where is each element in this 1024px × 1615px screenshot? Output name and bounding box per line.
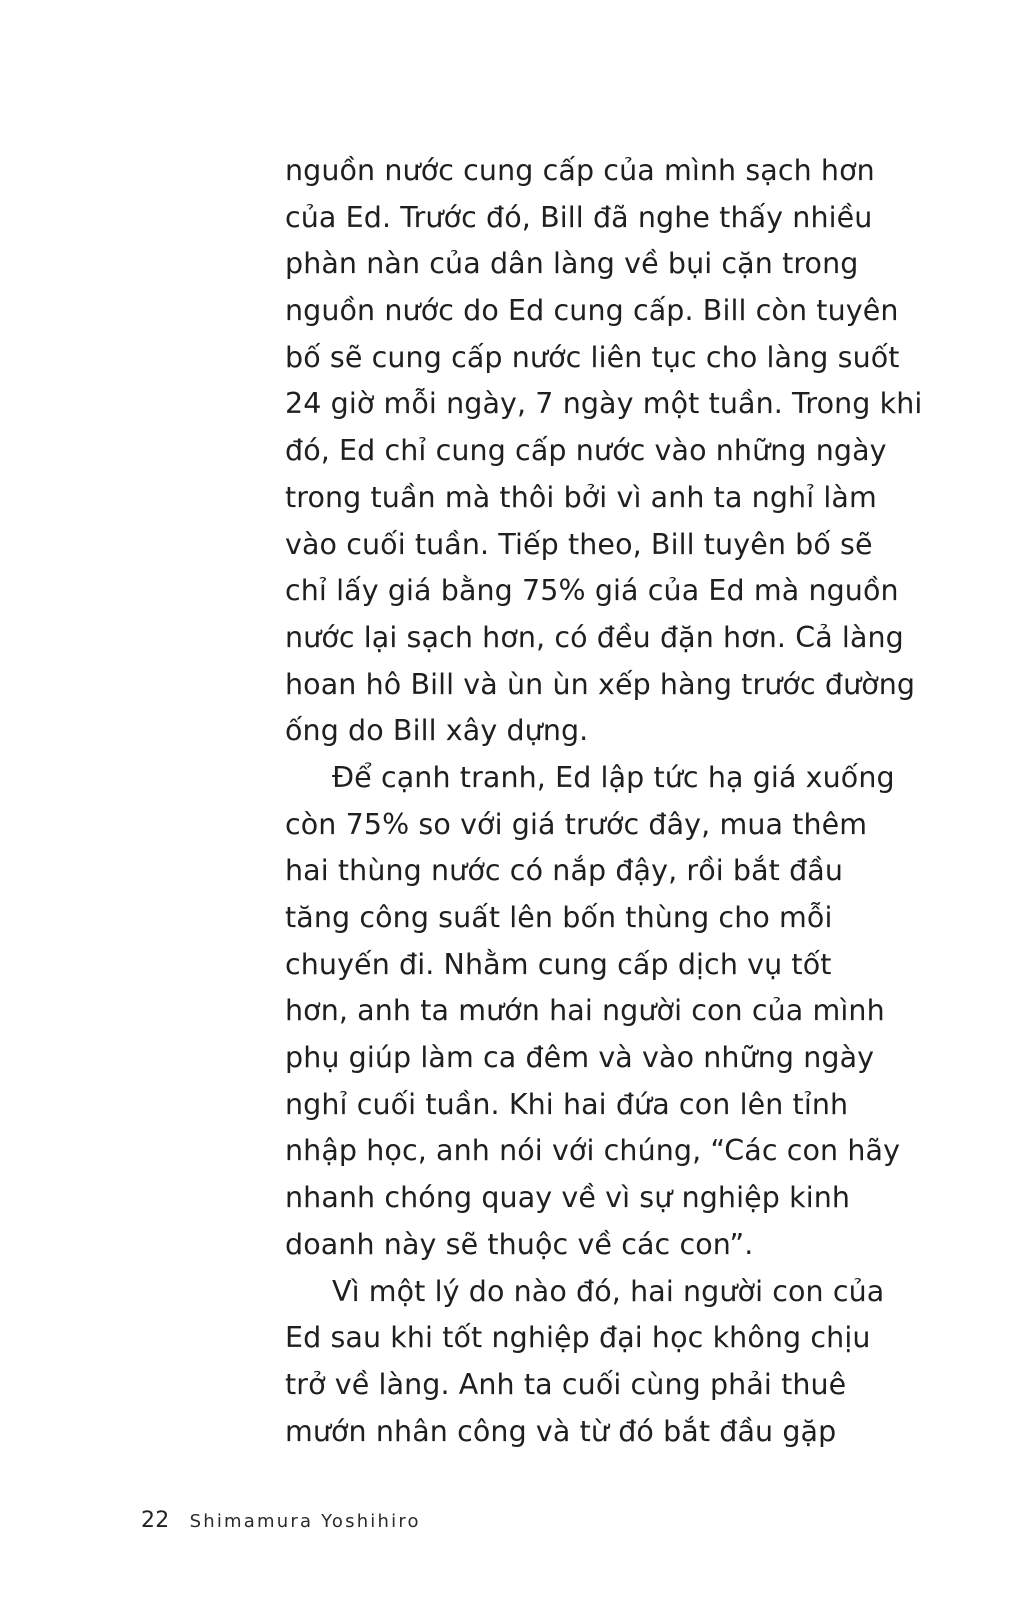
text-line: nguồn nước do Ed cung cấp. Bill còn tuyên: [285, 294, 899, 328]
page-number: 22: [141, 1508, 170, 1533]
paragraph-2: [285, 755, 905, 1269]
text-line: phụ giúp làm ca đêm và vào những ngày: [285, 1041, 875, 1075]
text-line: trở về làng. Anh ta cuối cùng phải thuê: [285, 1367, 847, 1401]
text-line: hơn, anh ta mướn hai người con của mình: [285, 994, 885, 1028]
text-line: doanh này sẽ thuộc về các con”.: [285, 1227, 754, 1261]
text-line: chỉ lấy giá bằng 75% giá của Ed mà nguồn: [285, 574, 899, 608]
text-line: nhập học, anh nói với chúng, “Các con hãy: [285, 1134, 901, 1168]
body-text: [285, 148, 923, 1455]
text-line: chuyến đi. Nhằm cung cấp dịch vụ tốt: [285, 947, 832, 981]
page-footer: [141, 1508, 421, 1538]
text-line: còn 75% so với giá trước đây, mua thêm: [285, 807, 868, 841]
text-line: nguồn nước cung cấp của mình sạch hơn: [285, 154, 875, 187]
paragraph-3: [285, 1269, 905, 1456]
text-line: 24 giờ mỗi ngày, 7 ngày một tuần. Trong khi: [285, 387, 923, 421]
paragraph-1: [285, 148, 923, 755]
text-line: nghỉ cuối tuần. Khi hai đứa con lên tỉnh: [285, 1087, 849, 1121]
text-line: hoan hô Bill và ùn ùn xếp hàng trước đường: [285, 667, 916, 701]
text-line: của Ed. Trước đó, Bill đã nghe thấy nhiều: [285, 200, 873, 234]
text-line: Ed sau khi tốt nghiệp đại học không chịu: [285, 1321, 871, 1355]
text-line: mướn nhân công và từ đó bắt đầu gặp: [285, 1414, 837, 1448]
text-line-indented: Để cạnh tranh, Ed lập tức hạ giá xuống: [332, 760, 895, 794]
text-line: tăng công suất lên bốn thùng cho mỗi: [285, 901, 833, 934]
text-line: bố sẽ cung cấp nước liên tục cho làng suốt: [285, 340, 900, 374]
text-line: nhanh chóng quay về vì sự nghiệp kinh: [285, 1181, 851, 1215]
text-line: vào cuối tuần. Tiếp theo, Bill tuyên bố sẽ: [285, 527, 873, 561]
text-line: hai thùng nước có nắp đậy, rồi bắt đầu: [285, 854, 844, 888]
text-line-indented: Vì một lý do nào đó, hai người con của: [332, 1274, 885, 1308]
text-line: phàn nàn của dân làng về bụi cặn trong: [285, 247, 859, 281]
text-line: ống do Bill xây dựng.: [285, 714, 589, 748]
text-line: nước lại sạch hơn, có đều đặn hơn. Cả làng: [285, 620, 904, 654]
text-line: đó, Ed chỉ cung cấp nước vào những ngày: [285, 434, 887, 468]
text-line: trong tuần mà thôi bởi vì anh ta nghỉ làm: [285, 480, 877, 514]
running-head-author: Shimamura Yoshihiro: [189, 1511, 421, 1532]
